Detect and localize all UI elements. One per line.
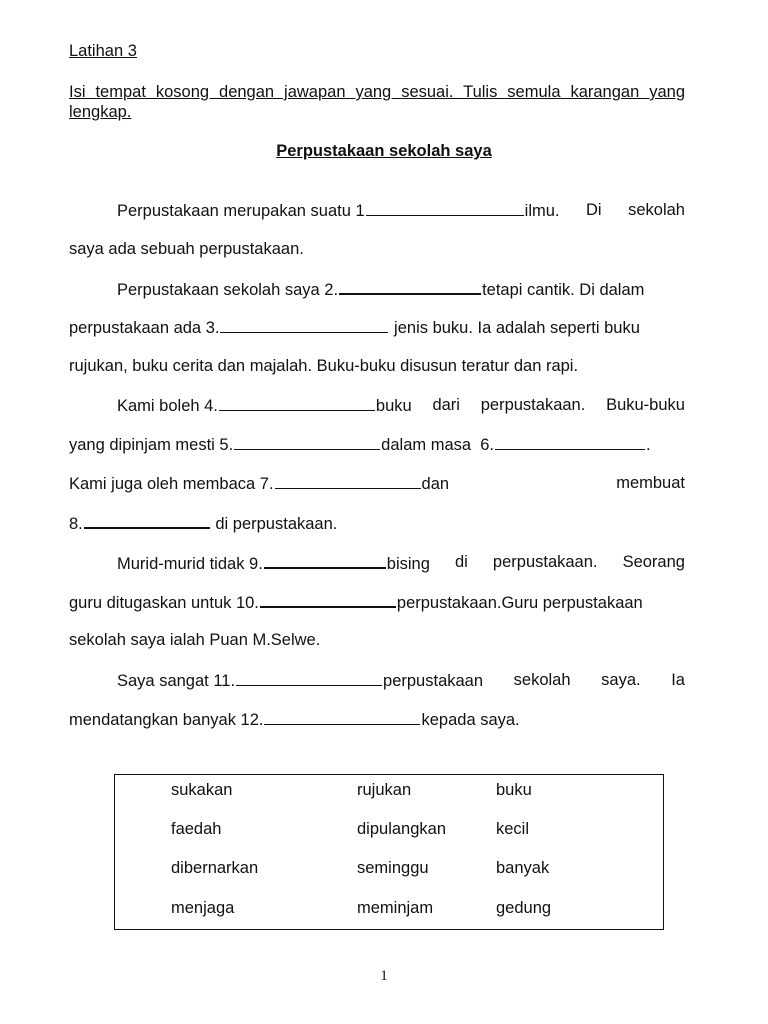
word-bank-box xyxy=(114,774,664,930)
passage-line-2: saya ada sebuah perpustakaan. xyxy=(69,240,304,258)
word-bank-item: gedung xyxy=(496,899,552,917)
exercise-heading: Latihan 3 xyxy=(69,42,137,60)
passage-title: Perpustakaan sekolah saya xyxy=(276,142,492,160)
blank-2[interactable] xyxy=(339,276,481,295)
page-number: 1 xyxy=(380,968,388,984)
word-bank-item: meminjam xyxy=(357,899,434,917)
word-bank-item: dipulangkan xyxy=(357,820,446,838)
word-bank-item: kecil xyxy=(496,820,530,838)
passage-line-6: Kami boleh 4. buku dari perpustakaan. Buku-buku xyxy=(69,393,685,417)
blank-1[interactable] xyxy=(366,198,524,216)
instruction-text: Isi tempat kosong dengan jawapan yang sesuai. Tulis semula karangan yang lengkap. xyxy=(69,83,685,121)
word-bank-item: seminggu xyxy=(357,859,429,877)
blank-10[interactable] xyxy=(260,589,396,608)
blank-9[interactable] xyxy=(264,550,386,569)
word-bank-item: buku xyxy=(496,781,532,799)
blank-3[interactable] xyxy=(220,315,388,333)
passage-line-5: rujukan, buku cerita dan majalah. Buku-buku disusun teratur dan rapi. xyxy=(69,357,579,375)
blank-7[interactable] xyxy=(275,471,421,489)
passage-line-9: 8. di perpustakaan. xyxy=(69,510,685,534)
blank-6[interactable] xyxy=(495,432,645,450)
passage-line-7: yang dipinjam mesti 5. dalam masa 6. . xyxy=(69,432,685,456)
blank-12[interactable] xyxy=(264,707,420,725)
blank-11[interactable] xyxy=(236,668,382,686)
word-bank-item: menjaga xyxy=(171,899,235,917)
passage-line-4: perpustakaan ada 3. jenis buku. Ia adalah seperti buku xyxy=(69,315,685,339)
word-bank-item: rujukan xyxy=(357,781,412,799)
blank-8[interactable] xyxy=(84,510,210,529)
word-bank-item: dibernarkan xyxy=(171,859,259,877)
word-bank-item: banyak xyxy=(496,859,550,877)
blank-4[interactable] xyxy=(219,393,375,411)
passage-line-3: Perpustakaan sekolah saya 2. tetapi cantik. Di dalam xyxy=(69,276,685,300)
passage-line-10: Murid-murid tidak 9. bising di perpustakaan. Seorang xyxy=(69,550,685,574)
word-bank-item: sukakan xyxy=(171,781,233,799)
passage-line-1: Perpustakaan merupakan suatu 1 ilmu. Di sekolah xyxy=(69,198,685,222)
passage-line-12: sekolah saya ialah Puan M.Selwe. xyxy=(69,631,321,649)
blank-5[interactable] xyxy=(234,432,380,450)
passage-line-14: mendatangkan banyak 12. kepada saya. xyxy=(69,707,685,731)
passage-line-13: Saya sangat 11. perpustakaan sekolah saya. Ia xyxy=(69,668,685,692)
passage-line-11: guru ditugaskan untuk 10. perpustakaan.Guru perpustakaan xyxy=(69,589,685,613)
word-bank-item: faedah xyxy=(171,820,222,838)
passage-line-8: Kami juga oleh membaca 7. dan membuat xyxy=(69,471,685,495)
